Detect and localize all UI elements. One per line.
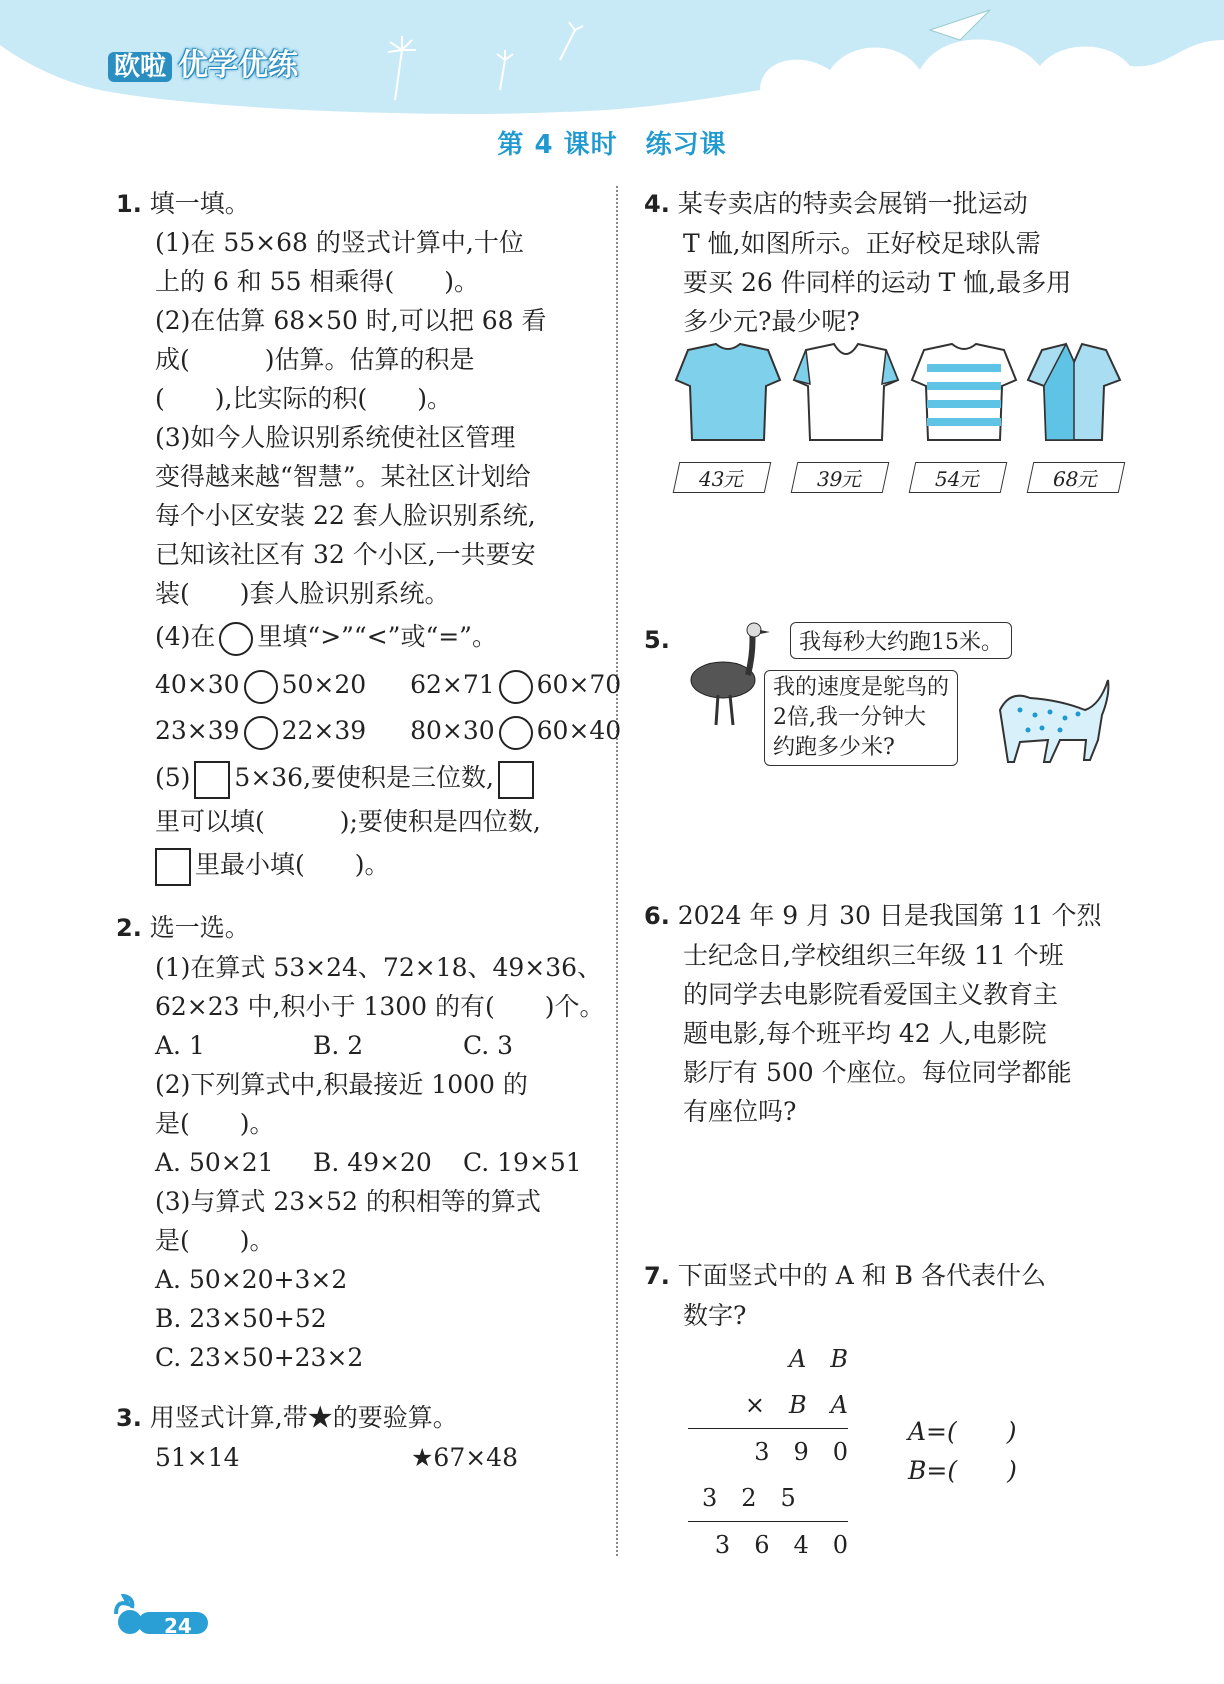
- compare-circle[interactable]: [244, 670, 278, 704]
- option: B. 2: [313, 1031, 364, 1060]
- option: A. 1: [155, 1031, 205, 1060]
- tshirt-blue: [676, 344, 780, 440]
- compare-circle[interactable]: [499, 670, 533, 704]
- cheetah-speech-bubble: 我的速度是鸵鸟的 2倍,我一分钟大 约跑多少米?: [764, 670, 958, 766]
- answer-a: A=( ): [908, 1417, 1017, 1446]
- question-4: 4. 某专卖店的特卖会展销一批运动 T 恤,如图所示。正好校足球队需 要买 26 件同样的运动 T 恤,最多用 多少元?最少呢?: [644, 189, 1072, 336]
- page-number: 24: [164, 1614, 192, 1638]
- brand-logo: 欧啦 优学优练: [108, 40, 298, 84]
- question-2: 2. 选一选。 (1)在算式 53×24、72×18、49×36、 62×23 中,积小于 1300 的有( )个。 A. 1 B. 2 C. 3 (2)下列算式中,积最接近 1000 的 是( )。 A. 50×21 B. 49×20 C. 19×51 (3)与算式 23×52 的积相等的算式 是( )。 A. 50×20+3×2 B. 23×50+52 C. 23×50+23×2: [116, 908, 596, 1377]
- price-tag: 39元: [791, 462, 890, 493]
- option: A. 50×20+3×2: [155, 1265, 348, 1294]
- compare-circle[interactable]: [499, 716, 533, 750]
- answer-b: B=( ): [908, 1456, 1017, 1485]
- compare-circle[interactable]: [244, 716, 278, 750]
- price-tag: 43元: [673, 462, 772, 493]
- tshirt-white: [794, 344, 898, 440]
- ostrich-speech-bubble: 我每秒大约跑15米。: [790, 622, 1012, 659]
- compare-circle[interactable]: [219, 622, 253, 656]
- option: A. 50×21: [155, 1148, 274, 1177]
- option: C. 19×51: [463, 1148, 582, 1177]
- question-7: 7. 下面竖式中的 A 和 B 各代表什么 数字?: [644, 1261, 1046, 1330]
- option: B. 49×20: [313, 1148, 432, 1177]
- page-number-badge: [112, 1594, 212, 1636]
- vertical-multiplication: A B × B A 3 9 0 3 2 5 3 6 4 0: [688, 1336, 848, 1568]
- price-tag: 54元: [909, 462, 1008, 493]
- tshirt-illustration: [668, 340, 1128, 460]
- answer-box[interactable]: [498, 761, 534, 799]
- option: B. 23×50+52: [155, 1304, 327, 1333]
- answer-box[interactable]: [194, 761, 230, 799]
- q7-answers: [908, 1412, 1017, 1490]
- column-divider: [616, 186, 618, 1556]
- option: C. 23×50+23×2: [155, 1343, 364, 1372]
- price-tag: 68元: [1027, 462, 1126, 493]
- option: C. 3: [463, 1031, 514, 1060]
- cheetah-icon: [990, 670, 1120, 770]
- q1-body: (1)在 55×68 的竖式计算中,十位 上的 6 和 55 相乘得( )。 (2)在估算 68×50 时,可以把 68 看 成( )估算。估算的积是 ( ),比实际的积( )。 (3)如今人脸识别系统使社区管理 变得越来越“智慧”。某社区计划给 每个小区安装 22 套人脸识别系统, 已知该社区有 32 个小区,一共要安 装( )套人脸识别系统。 (4)在 里填“>”“<”或“=”。 40×30 50×20 62×71 60×70 23×39 22×39 80×30 60×40 (5) 5×36,要使积是三位数, 里可以填( );要使积是四位数, 里最小填( )。: [155, 223, 595, 889]
- question-1: 1. 填一填。: [116, 189, 250, 218]
- lesson-title: 第 4 课时 练习课: [497, 130, 727, 160]
- answer-box[interactable]: [155, 848, 191, 886]
- question-3: 3. 用竖式计算,带★的要验算。 51×14 ★67×48: [116, 1403, 518, 1472]
- question-5: 5.: [644, 626, 670, 654]
- question-6: 6. 2024 年 9 月 30 日是我国第 11 个烈 士纪念日,学校组织三年级 11 个班 的同学去电影院看爱国主义教育主 题电影,每个班平均 42 人,电影院 影厅有 500 个座位。每位同学都能 有座位吗?: [644, 901, 1102, 1126]
